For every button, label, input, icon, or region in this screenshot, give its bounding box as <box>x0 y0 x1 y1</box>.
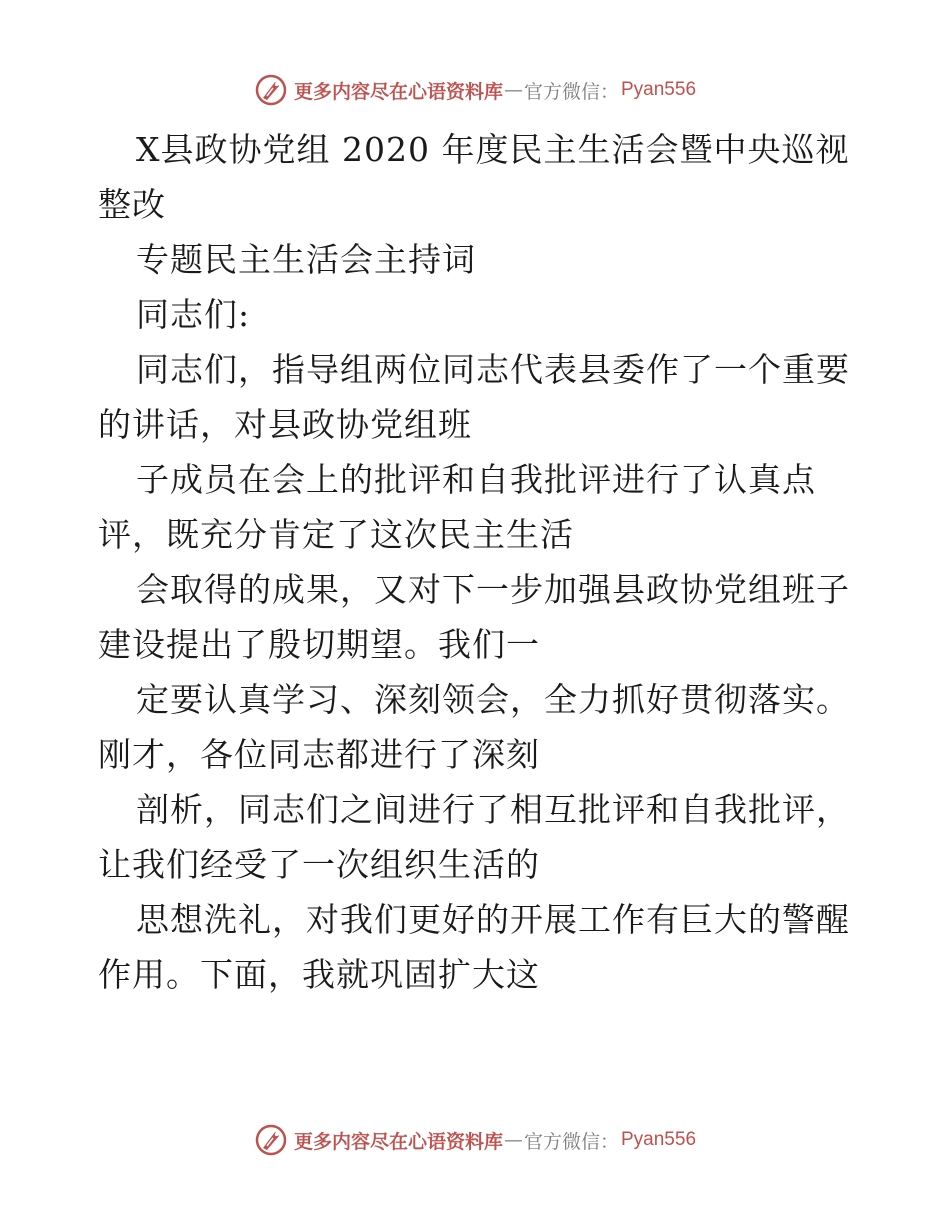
document-line: 同志们: <box>136 295 251 334</box>
watermark-site-name: 更多内容尽在心语资料库 <box>293 80 503 103</box>
document-body <box>98 122 858 1002</box>
watermark-wechat-id: Pyan556 <box>621 79 697 100</box>
watermark-dash: — <box>503 79 523 101</box>
document-line: 思想洗礼，对我们更好的开展工作有巨大的警醒 <box>136 900 850 939</box>
document-line: 专题民主生活会主持词 <box>136 240 476 279</box>
watermark-wechat-label: 官方微信： <box>523 1130 619 1153</box>
document-line: 子成员在会上的批评和自我批评进行了认真点 <box>136 460 816 499</box>
document-line: 作用。下面，我就巩固扩大这 <box>98 955 540 994</box>
watermark-wechat-id: Pyan556 <box>621 1129 697 1150</box>
watermark-text <box>294 77 696 104</box>
document-line: 同志们，指导组两位同志代表县委作了一个重要 <box>136 350 850 389</box>
footer-watermark-banner <box>0 1118 950 1162</box>
watermark-site-name: 更多内容尽在心语资料库 <box>293 1130 503 1153</box>
fountain-pen-logo-icon <box>254 73 288 107</box>
watermark-text <box>294 1127 696 1154</box>
document-line: 会取得的成果，又对下一步加强县政协党组班子 <box>136 570 850 609</box>
document-line: 让我们经受了一次组织生活的 <box>98 845 540 884</box>
document-line: 整改 <box>98 185 166 224</box>
header-watermark-banner <box>0 68 950 112</box>
document-line: X县政协党组 2020 年度民主生活会暨中央巡视 <box>136 130 850 169</box>
document-line: 定要认真学习、深刻领会，全力抓好贯彻落实。 <box>136 680 850 719</box>
watermark-wechat-label: 官方微信： <box>523 80 619 103</box>
fountain-pen-logo-icon <box>254 1123 288 1157</box>
document-line: 评，既充分肯定了这次民主生活 <box>98 515 574 554</box>
document-line: 剖析，同志们之间进行了相互批评和自我批评， <box>136 790 850 829</box>
document-line: 的讲话，对县政协党组班 <box>98 405 472 444</box>
document-line: 建设提出了殷切期望。我们一 <box>98 625 540 664</box>
watermark-dash: — <box>503 1129 523 1151</box>
document-line: 刚才，各位同志都进行了深刻 <box>98 735 540 774</box>
